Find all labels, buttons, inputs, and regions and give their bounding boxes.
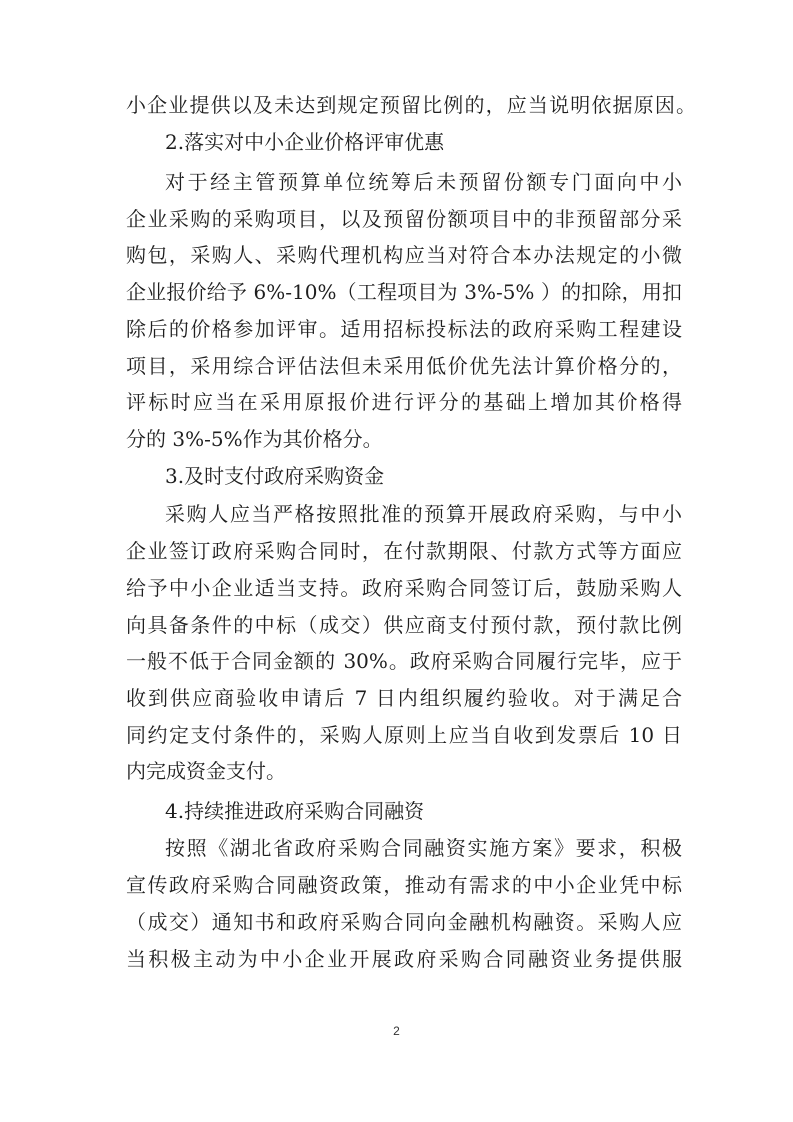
text-line: 按照《湖北省政府采购合同融资实施方案》要求，积极 bbox=[165, 836, 682, 860]
section-heading: 4.持续推进政府采购合同融资 bbox=[165, 799, 425, 823]
text-line: 项目，采用综合评估法但未采用低价优先法计算价格分的， bbox=[126, 354, 682, 378]
text-line: 除后的价格参加评审。适用招标投标法的政府采购工程建设 bbox=[126, 317, 682, 341]
page-number: 2 bbox=[393, 1024, 400, 1038]
text-line: 小企业提供以及未达到规定预留比例的，应当说明依据原因。 bbox=[126, 93, 696, 117]
text-line: 内完成资金支付。 bbox=[126, 759, 286, 783]
text-line: 一般不低于合同金额的 30%。政府采购合同履行完毕，应于 bbox=[126, 649, 682, 673]
section-heading: 2.落实对中小企业价格评审优惠 bbox=[165, 130, 445, 154]
text-line: （成交）通知书和政府采购合同向金融机构融资。采购人应 bbox=[126, 910, 682, 934]
text-line: 购包，采购人、采购代理机构应当对符合本办法规定的小微 bbox=[126, 243, 682, 267]
text-line: 采购人应当严格按照批准的预算开展政府采购，与中小 bbox=[165, 502, 682, 526]
text-line: 企业采购的采购项目，以及预留份额项目中的非预留部分采 bbox=[126, 207, 682, 231]
text-line: 评标时应当在采用原报价进行评分的基础上增加其价格得 bbox=[126, 390, 682, 414]
text-line: 同约定支付条件的，采购人原则上应当自收到发票后 10 日 bbox=[126, 723, 682, 747]
section-heading: 3.及时支付政府采购资金 bbox=[165, 464, 385, 488]
text-line: 给予中小企业适当支持。政府采购合同签订后，鼓励采购人 bbox=[126, 576, 682, 600]
text-line: 企业签订政府采购合同时，在付款期限、付款方式等方面应 bbox=[126, 539, 682, 563]
text-line: 当积极主动为中小企业开展政府采购合同融资业务提供服 bbox=[126, 947, 682, 971]
text-line: 对于经主管预算单位统筹后未预留份额专门面向中小 bbox=[165, 170, 682, 194]
text-line: 宣传政府采购合同融资政策，推动有需求的中小企业凭中标 bbox=[126, 873, 682, 897]
text-line: 企业报价给予 6%-10%（工程项目为 3%-5% ）的扣除，用扣 bbox=[126, 280, 682, 304]
text-line: 收到供应商验收申请后 7 日内组织履约验收。对于满足合 bbox=[126, 686, 682, 710]
text-line: 向具备条件的中标（成交）供应商支付预付款，预付款比例 bbox=[126, 613, 682, 637]
text-line: 分的 3%-5%作为其价格分。 bbox=[126, 427, 383, 451]
